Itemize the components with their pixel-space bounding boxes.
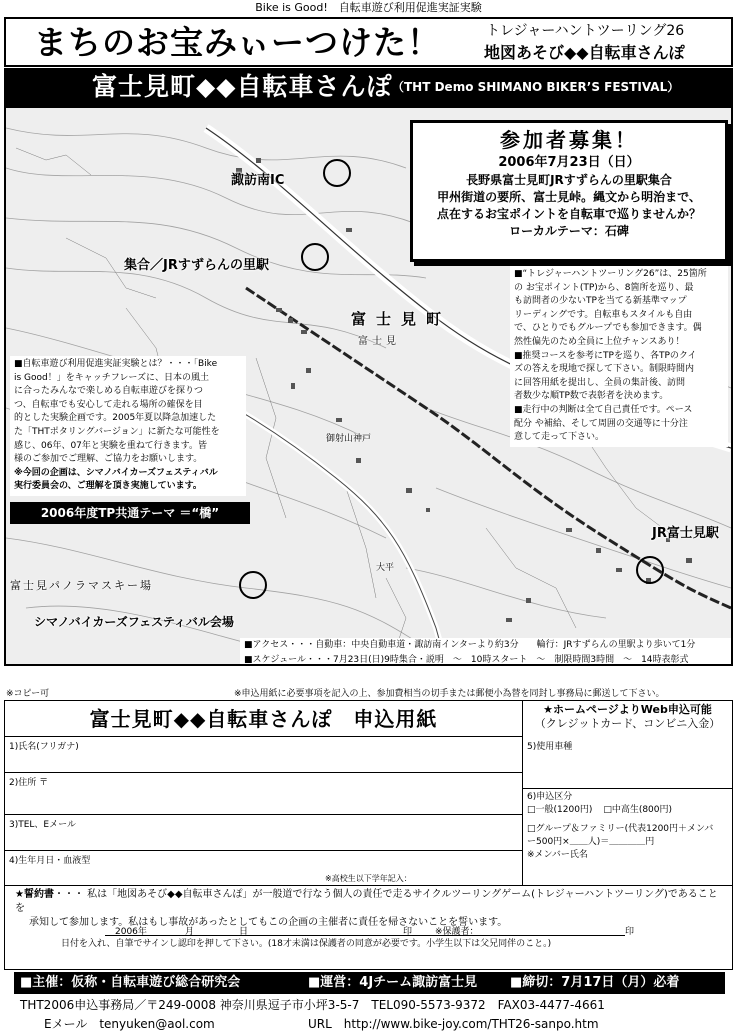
deadline: ■締切：7月17日（月）必着 (510, 975, 680, 990)
category-label: 6)申込区分 (527, 792, 573, 802)
event-date: 2006年7月23日（日） (498, 155, 640, 170)
rules-line: で、ひとりでもグループでも参加できます。偶 (514, 323, 702, 334)
top-banner: Bike is Good! 自転車遊び利用促進実証実験 (255, 1, 482, 14)
name-label: 1)氏名(フリガナ) (9, 742, 79, 752)
event-band (4, 68, 733, 106)
access-info (240, 638, 733, 666)
tp-circle-ic (323, 159, 351, 187)
rules-line: ■推奨コースを参考にTPを巡り、各TPのクイ (514, 350, 697, 361)
pledge-label: ★誓約書 (15, 889, 54, 900)
option-group-calc: ー500円×＿＿人)＝＿＿＿＿円 (527, 837, 655, 847)
members-label: ※メンバー氏名 (527, 850, 588, 860)
address-label: 2)住所 〒 (9, 778, 49, 788)
experiment-note (10, 356, 246, 496)
experiment-line: is Good！」をキャッチフレーズに、日本の風土 (14, 372, 209, 383)
map-label-meet-station: 集合／JRすずらんの里駅 (124, 258, 269, 273)
operator: ■運営：4Jチーム諏訪富士見 (308, 975, 478, 990)
experiment-bold-line: ※今回の企画は、シマノバイカーズフェスティバル (14, 467, 218, 478)
experiment-line: 感じ、06年、07年と実験を重ねて行きます。皆 (14, 440, 207, 451)
map-label-shrine: 御射山神戸 (326, 434, 372, 444)
sign-month: 月 (185, 927, 195, 937)
common-theme: 2006年度TP共通テーマ ＝“橋” (10, 502, 250, 524)
pledge-text-1: ・・・ 私は「地図あそび◆◆自転車さんぽ」が一般道で行なう個人の責任で走るサイクルツーリングゲーム(トレジャーハントツーリング)であることを (15, 889, 718, 914)
map-label-oohira: 大平 (376, 563, 395, 573)
main-title: まちのお宝みぃーつけた！ (34, 23, 442, 62)
bike-label: 5)使用車種 (527, 742, 573, 752)
map-label-town-small: 富士見 (358, 336, 400, 347)
experiment-line: 様のご参加でご理解、ご協力をお願いします。 (14, 454, 203, 465)
rules-line: 意して走って下さい。 (514, 432, 605, 443)
tel-email-label: 3)TEL、Eメール (9, 820, 76, 830)
contact-line (44, 1015, 599, 1033)
option-general[interactable]: □一般(1200円) (527, 805, 593, 815)
pledge-text-2: 承知して参加します。私はもし事故があったとしてもこの企画の主催者に責任を帰さないことを誓います。 (29, 917, 508, 928)
email-link[interactable]: Eメール tenyuken@aol.com (44, 1017, 215, 1031)
map-label-ic: 諏訪南IC (231, 173, 285, 188)
series-name: トレジャーハントツーリング26 (486, 23, 685, 39)
experiment-line: ■自転車遊び利用促進実証実験とは？・・・「Bike (14, 359, 218, 369)
recruit-heading: 参加者募集！ (500, 128, 638, 152)
rules-line: も訪問者の少ないTPを当てる新基準マップ (514, 296, 687, 307)
guardian-seal: 印 (625, 927, 635, 937)
experiment-bold-line: 実行委員会の、ご理解を頂き実施しています。 (14, 481, 202, 492)
option-student[interactable]: □中高生(800円) (603, 805, 673, 815)
rules-line: 配分 や補給、そして周囲の交通等に十分注 (514, 418, 688, 429)
birth-blood-field[interactable] (5, 851, 523, 885)
experiment-line: 的とした実験企画です。2005年夏以降急加速した (14, 413, 217, 424)
tel-email-field[interactable] (5, 815, 523, 851)
rules-line: ■“トレジャーハントツーリング26”は、25箇所 (514, 269, 707, 279)
map-label-venue: シマノバイカーズフェスティバル会場 (34, 615, 234, 629)
grade-note: ※高校生以下学年記入： (325, 874, 412, 883)
bike-field[interactable] (523, 737, 732, 789)
schedule-line: ■スケジュール・・・7月23日(日)9時集合・説明 ～ 10時スタート ～ 制限時間3時間 ～ 14時表彰式 (244, 655, 689, 665)
web-apply-label: ★ホームページよりWeb申込可能 (543, 703, 712, 716)
rules-line: 然性偏先のため全員に上位チャンスあり！ (514, 336, 685, 347)
local-theme: ローカルテーマ：石碑 (509, 224, 629, 238)
application-form (4, 700, 733, 970)
seal-mark: 印 (403, 927, 413, 937)
tp-circle-station (301, 243, 329, 271)
map-area (4, 106, 733, 666)
guardian-label: ※保護者： (435, 927, 479, 937)
access-line: ■アクセス・・・自動車：中央自動車道・諏訪南インターより約3分 輪行：JRすずらんの里駅より歩いて1分 (244, 640, 696, 650)
rules-line: リーディングです。自転車もスタイルも自由 (514, 309, 693, 320)
event-title: 富士見町◆◆自転車さんぽ (92, 72, 393, 101)
copy-ok: ※コピー可 (6, 689, 50, 699)
url-link[interactable]: URL http://www.bike-joy.com/THT26-sanpo.htm (308, 1017, 599, 1031)
birth-label: 4)生年月日・血液型 (9, 856, 91, 866)
tp-circle-fujimi (636, 556, 664, 584)
sign-note: 日付を入れ、自筆でサインし認印を押して下さい。(18才未満は保護者の同意が必要です。小学生以下は父兄同伴のこと。) (61, 939, 552, 949)
sign-day: 日 (239, 927, 249, 937)
recruit-desc-2: 点在するお宝ポイントを自転車で巡りませんか？ (436, 207, 701, 221)
meeting-place: 長野県富士見町JRすずらんの里駅集合 (466, 173, 672, 187)
experiment-line: に合ったみんなで楽しめる自転車遊びを探りつ (14, 386, 204, 397)
address-field[interactable] (5, 773, 523, 815)
map-label-town: 富士見町 (351, 310, 452, 328)
rules-line: の お宝ポイント(TP)から、8箇所を巡り、最 (514, 282, 694, 293)
experiment-line: た「THTポタリングバージョン」に新たな可能性を (14, 426, 220, 437)
tp-circle-ski (239, 571, 267, 599)
rules-line: 者数少な順TP数で表彰者を決めます。 (514, 391, 669, 402)
form-instructions: ※申込用紙に必要事項を記入の上、参加費相当の切手または郵便小為替を同封し事務局に郵送して下さい。 (234, 689, 665, 699)
sign-line (105, 935, 625, 936)
web-apply[interactable] (525, 703, 730, 731)
rules-line: に回答用紙を提出し、全員の集計後、訪問 (514, 377, 686, 388)
map-label-ski: 富士見パノラマスキー場 (10, 579, 153, 592)
sign-year: 2006年 (115, 927, 147, 937)
series-subtitle: 地図あそび◆◆自転車さんぽ (484, 43, 685, 62)
category-field (523, 789, 732, 864)
organizer: ■主催：仮称・自転車遊び総合研究会 (20, 975, 241, 990)
rules-line: ズの答えを現地で探して下さい。制限時間内 (514, 364, 695, 375)
header-box (4, 17, 733, 67)
event-subtitle: （THT Demo SHIMANO BIKER’S FESTIVAL） (392, 80, 680, 94)
form-title: 富士見町◆◆自転車さんぽ 申込用紙 (5, 701, 523, 737)
office-address: THT2006申込事務局／〒249-0008 神奈川県逗子市小坪3-5-7 TEL090-5573-9372 FAX03-4477-4661 (20, 998, 605, 1012)
experiment-line: つ、自転車でも安心して走れる場所の確保を目 (14, 399, 203, 410)
footer-band (14, 972, 725, 994)
recruit-desc-1: 甲州街道の要所、富士見峠。縄文から明治まで、 (437, 190, 701, 204)
web-apply-methods: （クレジットカード、コンビニ入金） (534, 717, 721, 730)
option-group[interactable]: □グループ＆ファミリー(代表1200円＋メンバ (527, 824, 714, 834)
map-label-fujimi-station: JR富士見駅 (652, 526, 719, 541)
rules-line: ■走行中の判断は全て自己責任です。ペース (514, 404, 693, 415)
rules-note (510, 266, 728, 447)
name-field[interactable] (5, 737, 523, 773)
recruit-box (410, 120, 728, 262)
